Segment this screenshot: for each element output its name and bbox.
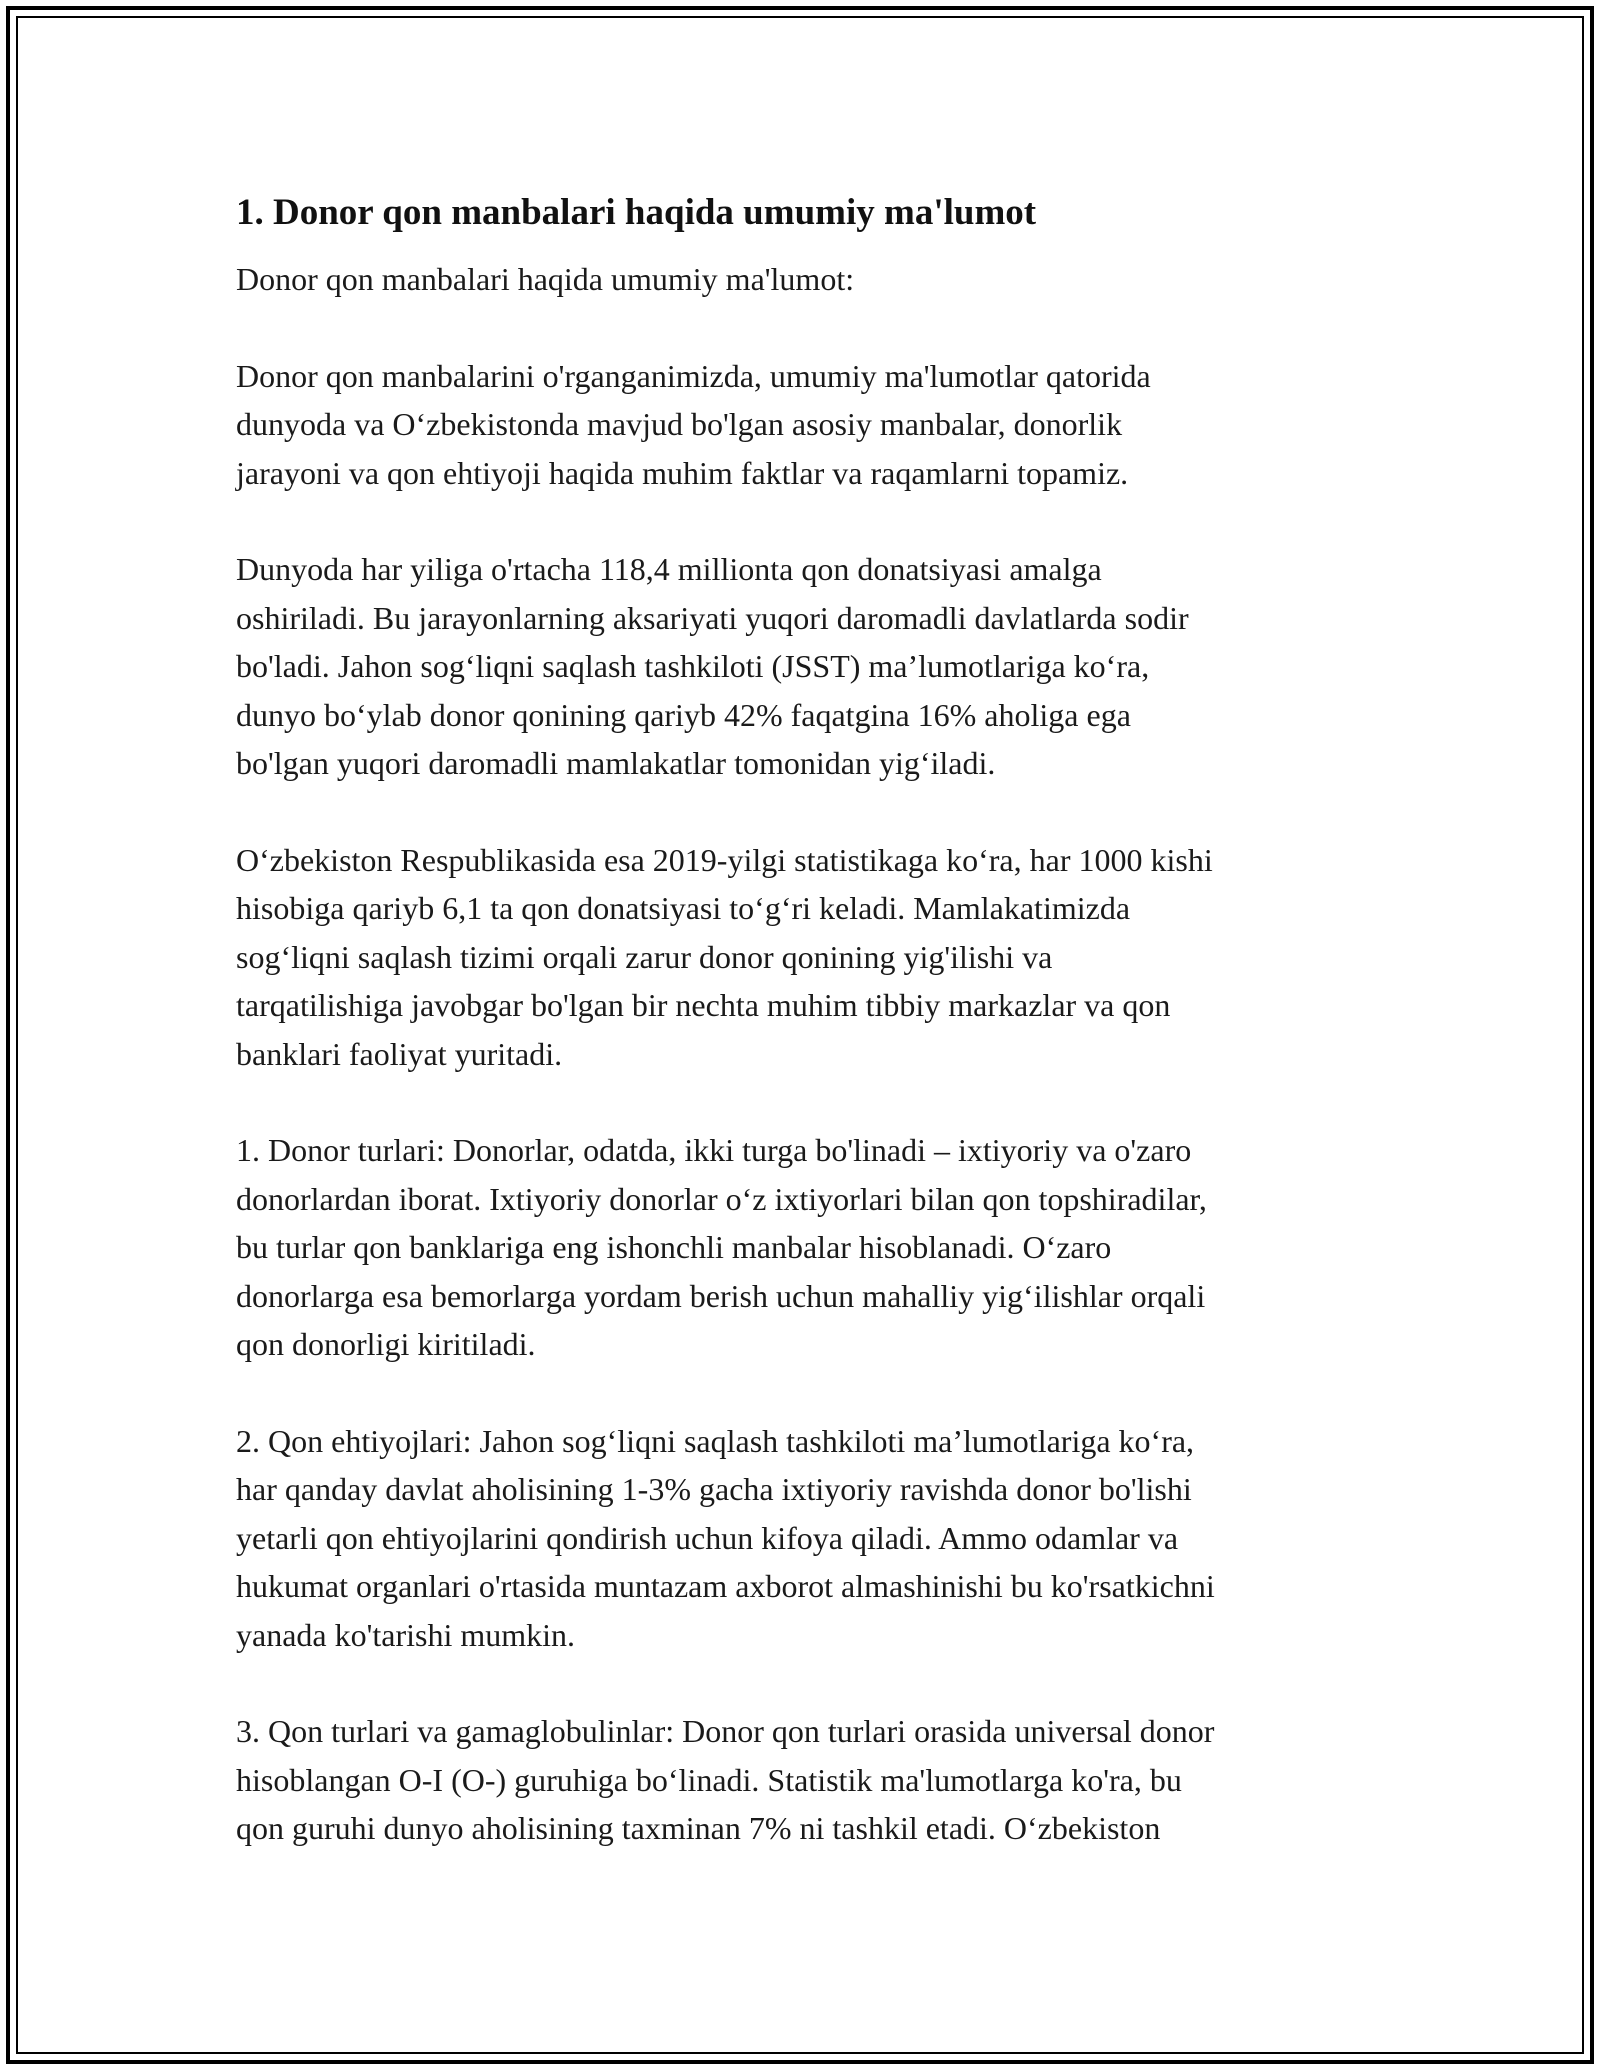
text-line: 2. Qon ehtiyojlari: Jahon sog‘liqni saqlash tashkiloti ma’lumotlariga ko‘ra, bbox=[236, 1422, 1195, 1459]
paragraph-donor-types bbox=[236, 1126, 1376, 1369]
text-line: Donor qon manbalari haqida umumiy ma'lumot: bbox=[236, 261, 855, 297]
text-line: har qanday davlat aholisining 1-3% gacha ixtiyoriy ravishda donor bo'lishi bbox=[236, 1471, 1192, 1507]
text-line: tarqatilishiga javobgar bo'lgan bir nechta muhim tibbiy markazlar va qon bbox=[236, 987, 1171, 1023]
text-line: qon guruhi dunyo aholisining taxminan 7% ni tashkil etadi. O‘zbekiston bbox=[236, 1810, 1161, 1846]
text-line: banklari faoliyat yuritadi. bbox=[236, 1035, 563, 1072]
document-title: 1. Donor qon manbalari haqida umumiy ma'lumot bbox=[236, 192, 1037, 233]
text-line: donorlarga esa bemorlarga yordam berish uchun mahalliy yig‘ilishlar orqali bbox=[236, 1277, 1206, 1314]
text-line: bo'lgan yuqori daromadli mamlakatlar tomonidan yig‘iladi. bbox=[236, 745, 996, 781]
document-body bbox=[236, 185, 1376, 1901]
paragraph-world-statistics bbox=[236, 545, 1376, 788]
text-line: hisoblangan O-I (O-) guruhiga bo‘linadi. Statistik ma'lumotlarga ko'ra, bu bbox=[236, 1761, 1182, 1798]
paragraph-blood-needs bbox=[236, 1417, 1376, 1660]
text-line: bo'ladi. Jahon sog‘liqni saqlash tashkiloti (JSST) ma’lumotlariga ko‘ra, bbox=[236, 648, 1150, 684]
text-line: 3. Qon turlari va gamaglobulinlar: Donor qon turlari orasida universal donor bbox=[236, 1713, 1215, 1749]
text-line: O‘zbekiston Respublikasida esa 2019-yilgi statistikaga ko‘ra, har 1000 kishi bbox=[236, 841, 1213, 878]
text-line: dunyo bo‘ylab donor qonining qariyb 42% faqatgina 16% aholiga ega bbox=[236, 696, 1131, 733]
paragraph-overview bbox=[236, 352, 1376, 498]
text-line: oshiriladi. Bu jarayonlarning aksariyati yuqori daromadli davlatlarda sodir bbox=[236, 599, 1189, 636]
text-line: hukumat organlari o'rtasida muntazam axborot almashinishi bu ko'rsatkichni bbox=[236, 1568, 1215, 1604]
text-line: donorlardan iborat. Ixtiyoriy donorlar o‘z ixtiyorlari bilan qon topshiradilar, bbox=[236, 1180, 1207, 1217]
text-line: sog‘liqni saqlash tizimi orqali zarur donor qonining yig'ilishi va bbox=[236, 938, 1053, 975]
text-line: qon donorligi kiritiladi. bbox=[236, 1326, 536, 1362]
paragraph-blood-types bbox=[236, 1707, 1376, 1853]
text-line: bu turlar qon banklariga eng ishonchli manbalar hisoblanadi. O‘zaro bbox=[236, 1229, 1112, 1265]
text-line: Donor qon manbalarini o'rganganimizda, umumiy ma'lumotlar qatorida bbox=[236, 357, 1151, 394]
paragraph-intro bbox=[236, 255, 1376, 304]
text-line: hisobiga qariyb 6,1 ta qon donatsiyasi to‘g‘ri keladi. Mamlakatimizda bbox=[236, 890, 1131, 926]
text-line: yanada ko'tarishi mumkin. bbox=[236, 1616, 576, 1653]
text-line: jarayoni va qon ehtiyoji haqida muhim faktlar va raqamlarni topamiz. bbox=[236, 454, 1129, 491]
text-line: Dunyoda har yiliga o'rtacha 118,4 millionta qon donatsiyasi amalga bbox=[236, 551, 1102, 587]
text-line: 1. Donor turlari: Donorlar, odatda, ikki turga bo'linadi – ixtiyoriy va o'zaro bbox=[236, 1132, 1192, 1168]
text-line: dunyoda va O‘zbekistonda mavjud bo'lgan asosiy manbalar, donorlik bbox=[236, 406, 1123, 442]
text-line: yetarli qon ehtiyojlarini qondirish uchun kifoya qiladi. Ammo odamlar va bbox=[236, 1519, 1179, 1556]
paragraph-uzbekistan-statistics bbox=[236, 836, 1376, 1079]
